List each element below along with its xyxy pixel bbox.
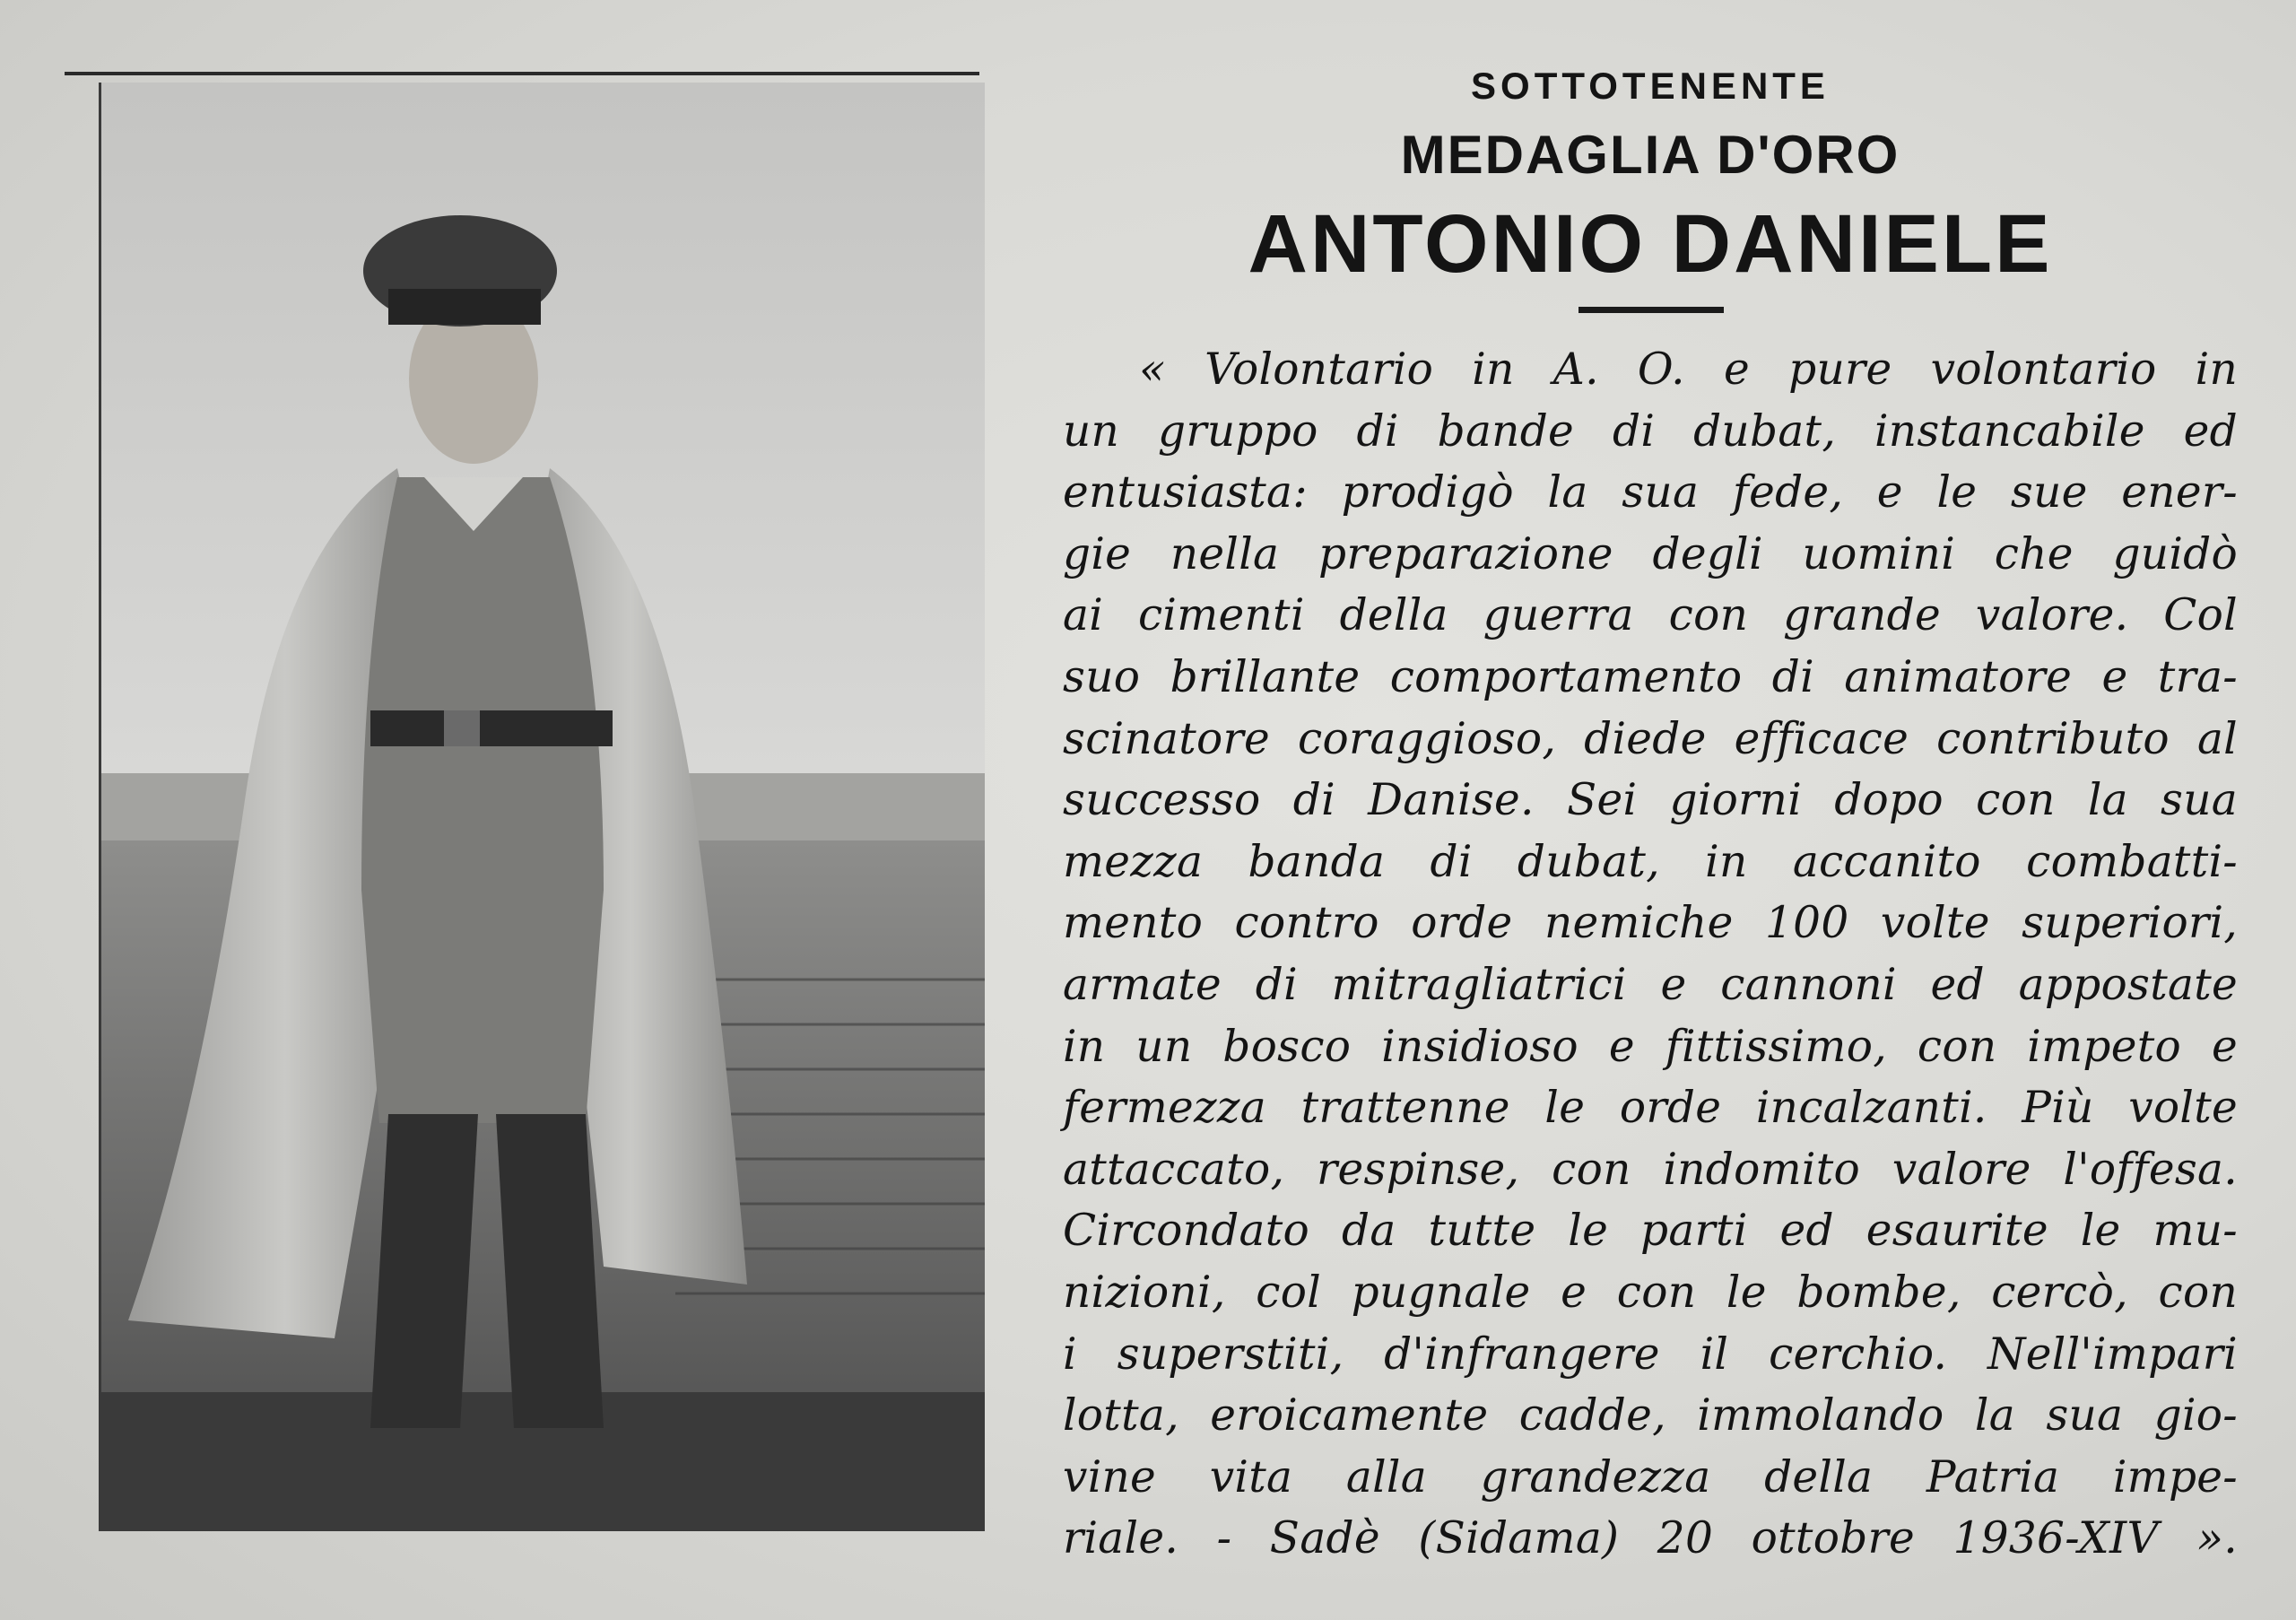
citation-line: « Volontario in A. O. e pure volontario in [1139, 344, 2238, 395]
citation-line: mezza banda di dubat, in accanito combatti- [1063, 836, 2238, 887]
decoration-title: MEDAGLIA D'ORO [1400, 125, 1900, 185]
citation-line: Circondato da tutte le parti ed esaurite le mu- [1063, 1206, 2238, 1257]
portrait-photo [99, 83, 985, 1531]
citation-line: mento contro orde nemiche 100 volte superiori, [1063, 898, 2238, 949]
citation-line: in un bosco insidioso e fittissimo, con impeto e [1063, 1021, 2238, 1072]
citation-line: scinatore coraggioso, diede efficace contributo al [1063, 713, 2238, 764]
citation-line: attaccato, respinse, con indomito valore l'offesa. [1063, 1144, 2238, 1195]
citation-line: armate di mitragliatrici e cannoni ed appostate [1063, 959, 2238, 1010]
citation-line: entusiasta: prodigò la sua fede, e le sue ener- [1063, 467, 2238, 518]
citation-line: riale. - Sadè (Sidama) 20 ottobre 1936-XIV ». [1063, 1513, 2238, 1564]
citation-line: nizioni, col pugnale e con le bombe, cercò, con [1063, 1267, 2238, 1318]
citation-panel [1058, 54, 2242, 1579]
photo-frame-edge [65, 72, 979, 75]
title-divider [1578, 307, 1724, 313]
citation-line: suo brillante comportamento di animatore e tra- [1063, 651, 2238, 702]
person-name: ANTONIO DANIELE [1248, 198, 2053, 290]
citation-line: un gruppo di bande di dubat, instancabile ed [1063, 405, 2238, 457]
citation-line: lotta, eroicamente cadde, immolando la sua gio- [1063, 1390, 2238, 1441]
citation-line: fermezza trattenne le orde incalzanti. Più volte [1063, 1083, 2238, 1134]
rank-title: SOTTOTENENTE [1471, 65, 1830, 107]
citation-line: vine vita alla grandezza della Patria impe- [1063, 1451, 2238, 1502]
citation-text [1063, 339, 2238, 1570]
citation-line: gie nella preparazione degli uomini che guidò [1063, 528, 2238, 579]
portrait-officer-in-uniform [101, 83, 985, 1531]
citation-line: successo di Danise. Sei giorni dopo con la sua [1063, 775, 2238, 826]
citation-line: ai cimenti della guerra con grande valore. Col [1063, 590, 2238, 641]
citation-line: i superstiti, d'infrangere il cerchio. Nell'impari [1063, 1328, 2238, 1380]
